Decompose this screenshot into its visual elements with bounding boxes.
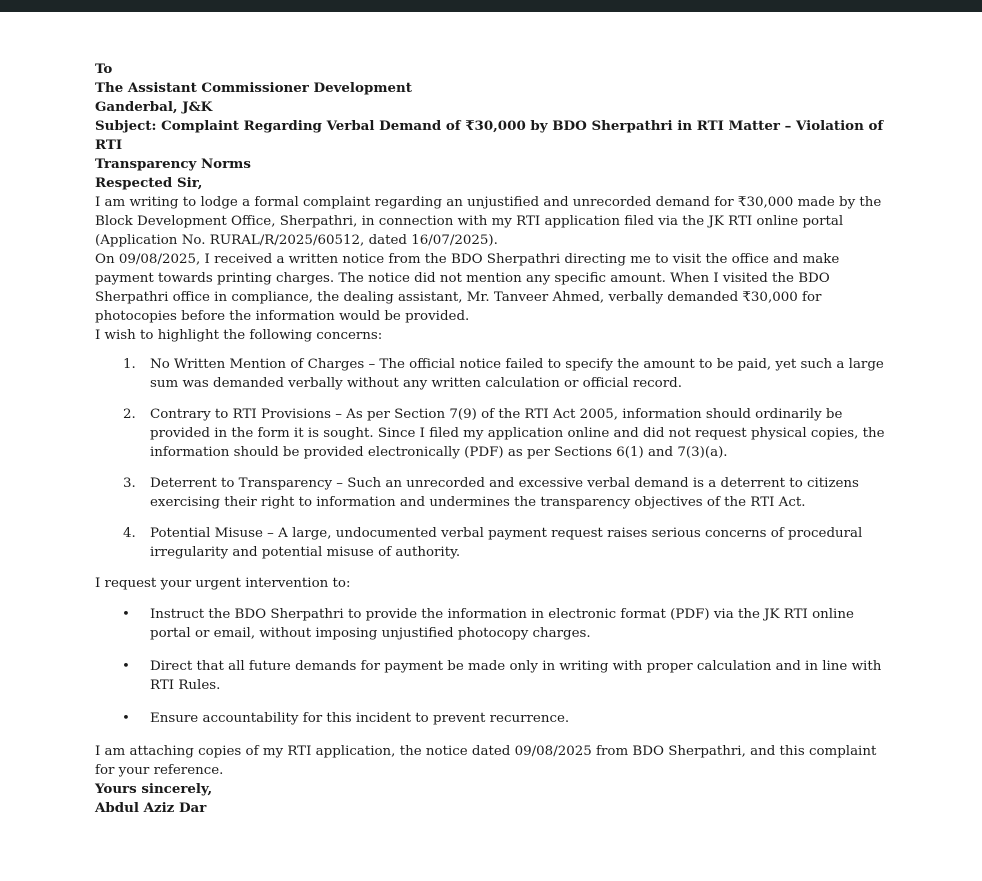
request-text: Direct that all future demands for payment be made only in writing with proper calculation and in line with RTI Rules. <box>150 659 882 693</box>
subject-line-1: Subject: Complaint Regarding Verbal Demand of ₹30,000 by BDO Sherpathri in RTI Matter – Violation of RTI <box>95 118 884 153</box>
letter-to: To <box>95 61 113 77</box>
paragraph-notice: On 09/08/2025, I received a written notice from the BDO Sherpathri directing me to visit the office and make payment towards printing charges. The notice did not mention any specific amount. When I visited the BDO Sherpathri office in compliance, the dealing assistant, Mr. Tanveer Ahmed, verbally demanded ₹30,000 for photocopies before the information would be provided. <box>95 252 840 324</box>
letter-document <box>95 60 895 818</box>
concern-item <box>95 524 895 562</box>
bullet-icon: • <box>122 711 130 726</box>
request-text: Ensure accountability for this incident to prevent recurrence. <box>150 711 570 726</box>
concerns-intro: I wish to highlight the following concerns: <box>95 328 383 343</box>
letter-closing: Yours sincerely, <box>95 781 213 797</box>
request-item <box>95 605 895 643</box>
requests-list <box>95 605 895 728</box>
subject-line-2: Transparency Norms <box>95 156 251 172</box>
concerns-list <box>95 355 895 562</box>
concern-item <box>95 405 895 462</box>
window-top-bar <box>0 0 982 12</box>
concern-item <box>95 474 895 512</box>
concern-text: Contrary to RTI Provisions – As per Section 7(9) of the RTI Act 2005, information should ordinarily be provided in the form it is sought. Since I filed my application online and did not request physical copies, the information should be provided electronically (PDF) as per Sections 6(1) and 7(3)(a). <box>150 407 885 460</box>
concern-number: 2. <box>123 407 136 422</box>
request-item <box>95 657 895 695</box>
concern-text: Deterrent to Transparency – Such an unrecorded and excessive verbal demand is a deterrent to citizens exercising their right to information and undermines the transparency objectives of the RTI Act. <box>150 476 859 510</box>
letter-location: Ganderbal, J&K <box>95 99 213 115</box>
concern-text: No Written Mention of Charges – The official notice failed to specify the amount to be paid, yet such a large sum was demanded verbally without any written calculation or official record. <box>150 357 884 391</box>
letter-salutation: Respected Sir, <box>95 175 203 191</box>
concern-text: Potential Misuse – A large, undocumented verbal payment request raises serious concerns of procedural irregularity and potential misuse of authority. <box>150 526 863 560</box>
paragraph-intro: I am writing to lodge a formal complaint regarding an unjustified and unrecorded demand for ₹30,000 made by the Block Development Office, Sherpathri, in connection with my RTI application filed via the JK RTI online portal (Application No. RURAL/R/2025/60512, dated 16/07/2025). <box>95 195 882 248</box>
letter-signatory: Abdul Aziz Dar <box>95 800 207 816</box>
request-intro: I request your urgent intervention to: <box>95 576 351 591</box>
bullet-icon: • <box>122 607 130 622</box>
concern-number: 4. <box>123 526 136 541</box>
request-text: Instruct the BDO Sherpathri to provide the information in electronic format (PDF) via the JK RTI online portal or email, without imposing unjustified photocopy charges. <box>150 607 854 641</box>
bullet-icon: • <box>122 659 130 674</box>
request-item <box>95 709 895 728</box>
concern-number: 1. <box>123 357 136 372</box>
letter-recipient: The Assistant Commissioner Development <box>95 80 412 96</box>
letter-subject <box>95 117 895 174</box>
concern-number: 3. <box>123 476 136 491</box>
concern-item <box>95 355 895 393</box>
attachment-note: I am attaching copies of my RTI application, the notice dated 09/08/2025 from BDO Sherpathri, and this complaint for your reference. <box>95 744 877 778</box>
